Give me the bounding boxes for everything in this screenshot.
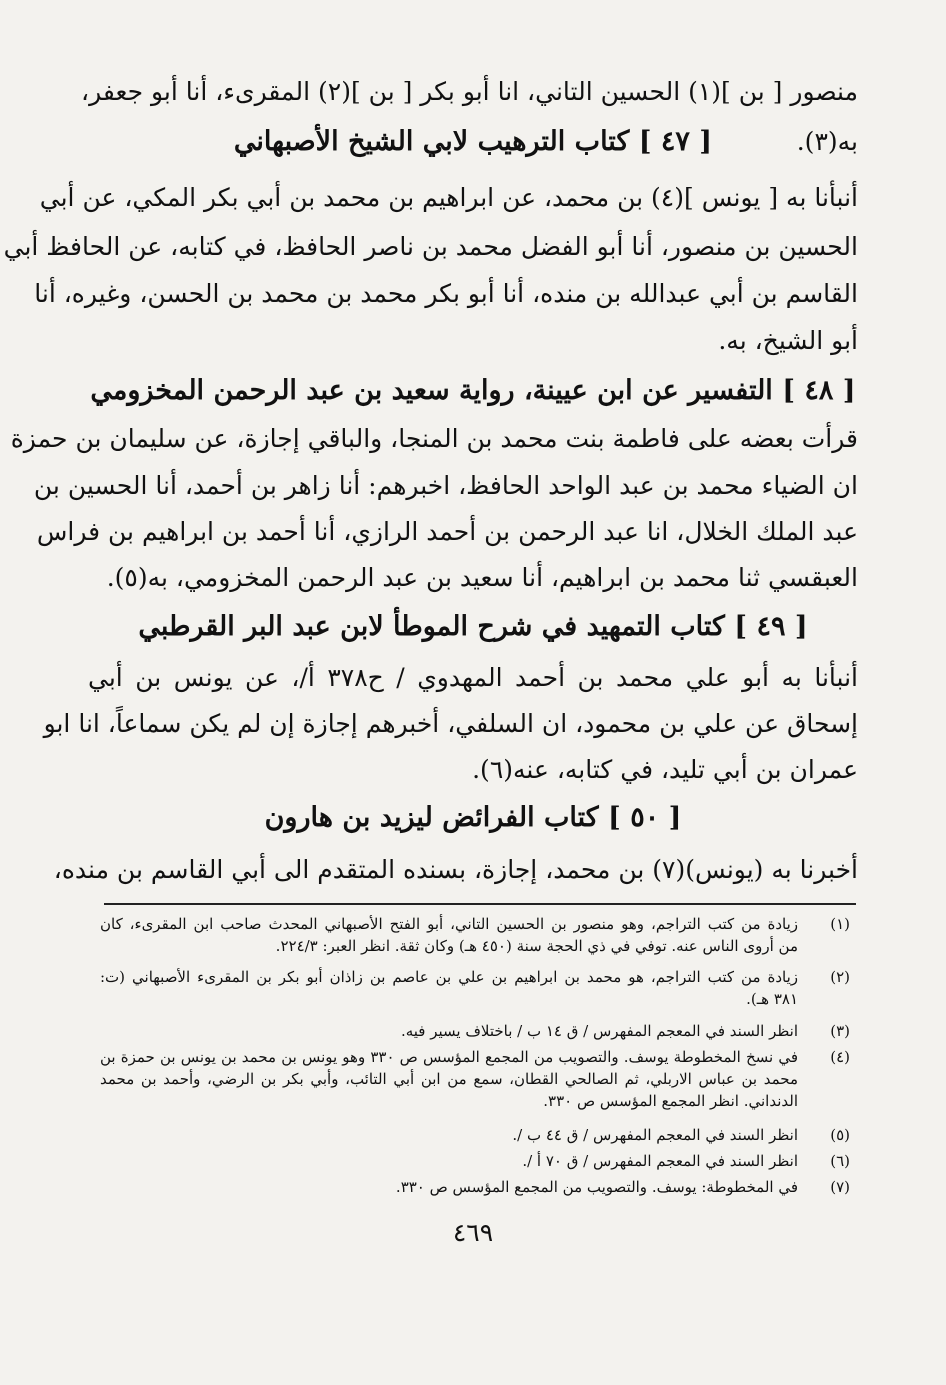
footnote-text: زيادة من كتب التراجم، وهو منصور بن الحسين التاني، أبو الفتح الأصبهاني المحدث صاحب ابن المقرىء، كان xyxy=(100,915,798,933)
footnote-number: (٤) xyxy=(830,1048,850,1066)
text-line: العبقسي ثنا محمد بن ابراهيم، أنا سعيد بن عبد الرحمن المخزومي، به(٥). xyxy=(106,563,858,592)
text-line: ان الضياء محمد بن عبد الواحد الحافظ، اخبرهم: أنا زاهر بن أحمد، أنا الحسين بن xyxy=(33,471,858,500)
footnote-number: (٢) xyxy=(830,968,850,986)
footnote-text: انظر السند في المعجم المفهرس / ق ٧٠ أ /. xyxy=(522,1152,798,1170)
footnote-text: انظر السند في المعجم المفهرس / ق ٤٤ ب /. xyxy=(512,1126,798,1144)
footnote-number: (٥) xyxy=(830,1126,850,1144)
footnote xyxy=(100,1020,850,1042)
footnote-number: (٧) xyxy=(830,1178,850,1196)
footnote-separator xyxy=(104,903,856,905)
section-heading: [ ٤٨ ] التفسير عن ابن عيينة، رواية سعيد بن عبد الرحمن المخزومي xyxy=(90,375,856,406)
footnote xyxy=(100,1124,850,1146)
footnote-number: (١) xyxy=(830,915,850,933)
footnote-text: الدنداني. انظر المجمع المؤسس ص ٣٣٠. xyxy=(543,1092,798,1110)
text-line: به(٣). xyxy=(796,127,858,156)
footnote-number: (٦) xyxy=(830,1152,850,1170)
footnote xyxy=(100,913,850,957)
footnote-text: زيادة من كتب التراجم، هو محمد بن ابراهيم بن علي بن عاصم بن زاذان أبو بكر بن المقرىء الأصبهاني (ت: xyxy=(100,968,798,986)
text-line: القاسم بن أبي عبدالله بن منده، أنا أبو بكر محمد بن محمد بن الحسن، وغيره، أنا xyxy=(34,279,858,308)
text-line: قرأت بعضه على فاطمة بنت محمد بن المنجا، والباقي إجازة، عن سليمان بن حمزة xyxy=(10,424,858,453)
text-line: عمران بن أبي تليد، في كتابه، عنه(٦). xyxy=(472,755,858,784)
text-line: أنبأنا به أبو علي محمد بن أحمد المهدوي / ح٣٧٨ أ/، عن يونس بن أبي xyxy=(88,663,858,692)
section-heading: [ ٤٧ ] كتاب الترهيب لابي الشيخ الأصبهاني xyxy=(233,126,713,157)
text-line: أخبرنا به (يونس)(٧) بن محمد، إجازة، بسنده المتقدم الى أبي القاسم بن منده، xyxy=(53,855,858,884)
text-line: أنبأنا به [ يونس ](٤) بن محمد، عن ابراهيم بن محمد بن أبي بكر المكي، عن أبي xyxy=(39,183,858,212)
footnote-text: ٣٨١ هـ). xyxy=(746,990,798,1008)
page-number: ٤٦٩ xyxy=(452,1218,494,1247)
text-line: الحسين بن منصور، أنا أبو الفضل محمد بن ناصر الحافظ، في كتابه، عن الحافظ أبي xyxy=(3,232,858,261)
text-line: أبو الشيخ، به. xyxy=(718,326,858,355)
text-line: عبد الملك الخلال، انا عبد الرحمن بن أحمد الرازي، أنا أحمد بن ابراهيم بن فراس xyxy=(36,517,858,546)
section-heading: [ ٤٩ ] كتاب التمهيد في شرح الموطأ لابن عبد البر القرطبي xyxy=(138,611,808,642)
footnote xyxy=(100,1176,850,1198)
footnote-text: في المخطوطة: يوسف. والتصويب من المجمع المؤسس ص ٣٣٠. xyxy=(395,1178,798,1196)
footnote-text: محمد بن عباس الاربلي، ثم الصالحي القطان، سمع من ابن أبي التائب، وأبي بكر بن الرضي، وأحمد بن محمد xyxy=(100,1070,798,1088)
section-heading: [ ٥٠ ] كتاب الفرائض ليزيد بن هارون xyxy=(264,802,682,833)
footnote-text: في نسخ المخطوطة يوسف. والتصويب من المجمع المؤسس ص ٣٣٠ وهو يونس بن محمد بن يونس بن حمزة بن xyxy=(100,1048,798,1066)
footnote-number: (٣) xyxy=(830,1022,850,1040)
text-line: منصور [ بن ](١) الحسين التاني، انا أبو بكر [ بن ](٢) المقرىء، أنا أبو جعفر، xyxy=(81,77,858,106)
footnote-text: انظر السند في المعجم المفهرس / ق ١٤ ب / باختلاف يسير فيه. xyxy=(400,1022,798,1040)
footnote xyxy=(100,1046,850,1112)
footnote-text: من أروى الناس عنه. توفي في ذي الحجة سنة (٤٥٠ هـ) وكان ثقة. انظر العبر: ٢٢٤/٣. xyxy=(275,937,798,955)
text-line: إسحاق عن علي بن محمود، ان السلفي، أخبرهم إجازة إن لم يكن سماعاً، انا ابو xyxy=(43,709,858,738)
footnote xyxy=(100,1150,850,1172)
footnote xyxy=(100,966,850,1010)
